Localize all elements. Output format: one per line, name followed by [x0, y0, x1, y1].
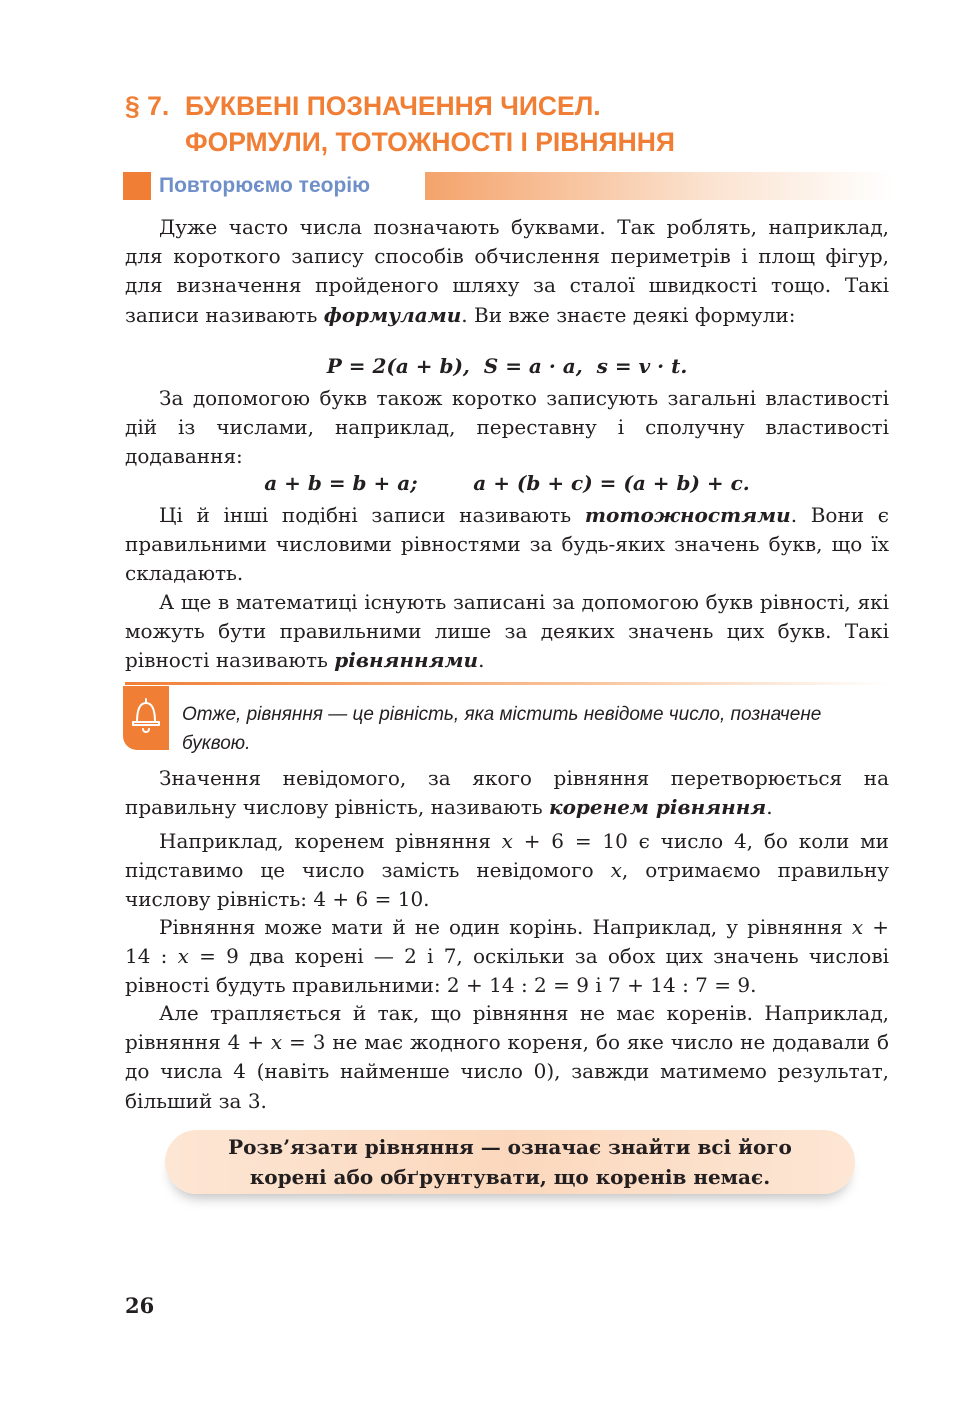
- variable-x: x: [501, 829, 513, 853]
- definition-marker: [123, 686, 169, 750]
- paragraph-text: . Ви вже знаєте деякі формули:: [461, 302, 796, 327]
- term-formulas: формулами: [323, 302, 462, 327]
- paragraph-text: Наприклад, коренем рівняння: [159, 829, 502, 853]
- chapter-title-line-2: ФОРМУЛИ, ТОТОЖНОСТІ І РІВНЯННЯ: [185, 127, 675, 157]
- paragraph-text: А ще в математиці існують записані за допомогою букв рівності, які можуть бути правильними лише за деяких значень цих букв. Такі рівності називають: [125, 590, 889, 673]
- paragraph-text: .: [766, 795, 773, 820]
- section-header: [123, 172, 893, 200]
- chapter-number: § 7.: [125, 91, 170, 121]
- formula-examples: P = 2(a + b), S = a · a, s = v · t.: [326, 354, 688, 378]
- paragraph-text: .: [478, 648, 485, 673]
- chapter-title-line-1: БУКВЕНІ ПОЗНАЧЕННЯ ЧИСЕЛ.: [185, 91, 601, 121]
- paragraph-no-roots: [125, 999, 889, 1116]
- paragraph-text: Дуже часто числа позначають буквами. Так роблять, наприклад, для короткого запису способів обчислення периметрів і площ фігур, для визначення пройденого шляху за сталої швидкості тощо. Такі записи називають: [125, 215, 889, 327]
- paragraph-text: Але трапляється й так, що рівняння не має коренів. Наприклад, рівняння 4 +: [125, 1001, 889, 1055]
- paragraph-text: Ці й інші подібні записи називають: [159, 503, 585, 527]
- variable-x: x: [851, 915, 864, 939]
- term-root: коренем рівняння: [549, 795, 767, 820]
- page-number: 26: [125, 1293, 155, 1318]
- callout-line-1: Розв’язати рівняння — означає знайти всі його: [228, 1135, 792, 1159]
- callout-line-2: корені або обґрунтувати, що коренів немає.: [249, 1164, 771, 1189]
- variable-x: x: [270, 1030, 283, 1055]
- definition-text: Отже, рівняння — це рівність, яка містить невідоме число, позначене буквою.: [182, 704, 822, 754]
- paragraph-text: + 6 = 10 є число 4, бо коли ми підставимо це число замість невідомого: [125, 829, 889, 883]
- paragraph-text: Рівняння може мати й не один корінь. Наприклад, у рівняння: [159, 915, 852, 939]
- paragraph-text: Значення невідомого, за якого рівняння перетворюється на правильну числову рівність, називають: [125, 766, 889, 820]
- section-marker: [123, 172, 151, 200]
- variable-x: x: [177, 944, 189, 969]
- paragraph-properties: [125, 384, 889, 472]
- formula-identities: a + b = b + a; a + (b + c) = (a + b) + c.: [264, 471, 750, 495]
- paragraph-formulas: [125, 213, 889, 330]
- paragraph-two-roots: [125, 913, 889, 1001]
- paragraph-text: + 14 :: [125, 915, 889, 969]
- paragraph-text: За допомогою букв також коротко записують загальні властивості дій із числами, наприклад, переставну і сполучну властивості додавання:: [125, 386, 889, 469]
- callout-text: [165, 1133, 855, 1192]
- chapter-title: [125, 88, 675, 160]
- paragraph-text: = 9 два корені — 2 і 7, оскільки за обох цих значень числові рівності будуть правильними: 2 + 14 : 2 = 9 і 7 + 14 : 7 = 9.: [125, 944, 889, 998]
- paragraph-root-example: [125, 827, 889, 915]
- paragraph-identities: [125, 501, 889, 589]
- term-equations: рівняннями: [334, 648, 479, 673]
- paragraph-equations: [125, 588, 889, 676]
- paragraph-text: , отримаємо правильну числову рівність: 4 + 6 = 10.: [125, 858, 890, 912]
- bell-icon: [123, 686, 169, 750]
- paragraph-text: = 3 не має жодного кореня, бо яке число не додавали б до числа 4 (навіть найменше число 0), завжди матимемо результат, більший за 3.: [125, 1030, 889, 1113]
- paragraph-root-definition: [125, 764, 889, 822]
- section-label: Повторюємо теорію: [159, 172, 374, 200]
- definition-divider: [125, 682, 889, 685]
- section-gradient-bar: [425, 172, 893, 200]
- variable-x: x: [610, 858, 622, 883]
- paragraph-text: . Вони є правильними числовими рівностями за будь-яких значень букв, що їх складають.: [125, 503, 890, 586]
- term-identities: тотожностями: [584, 503, 791, 527]
